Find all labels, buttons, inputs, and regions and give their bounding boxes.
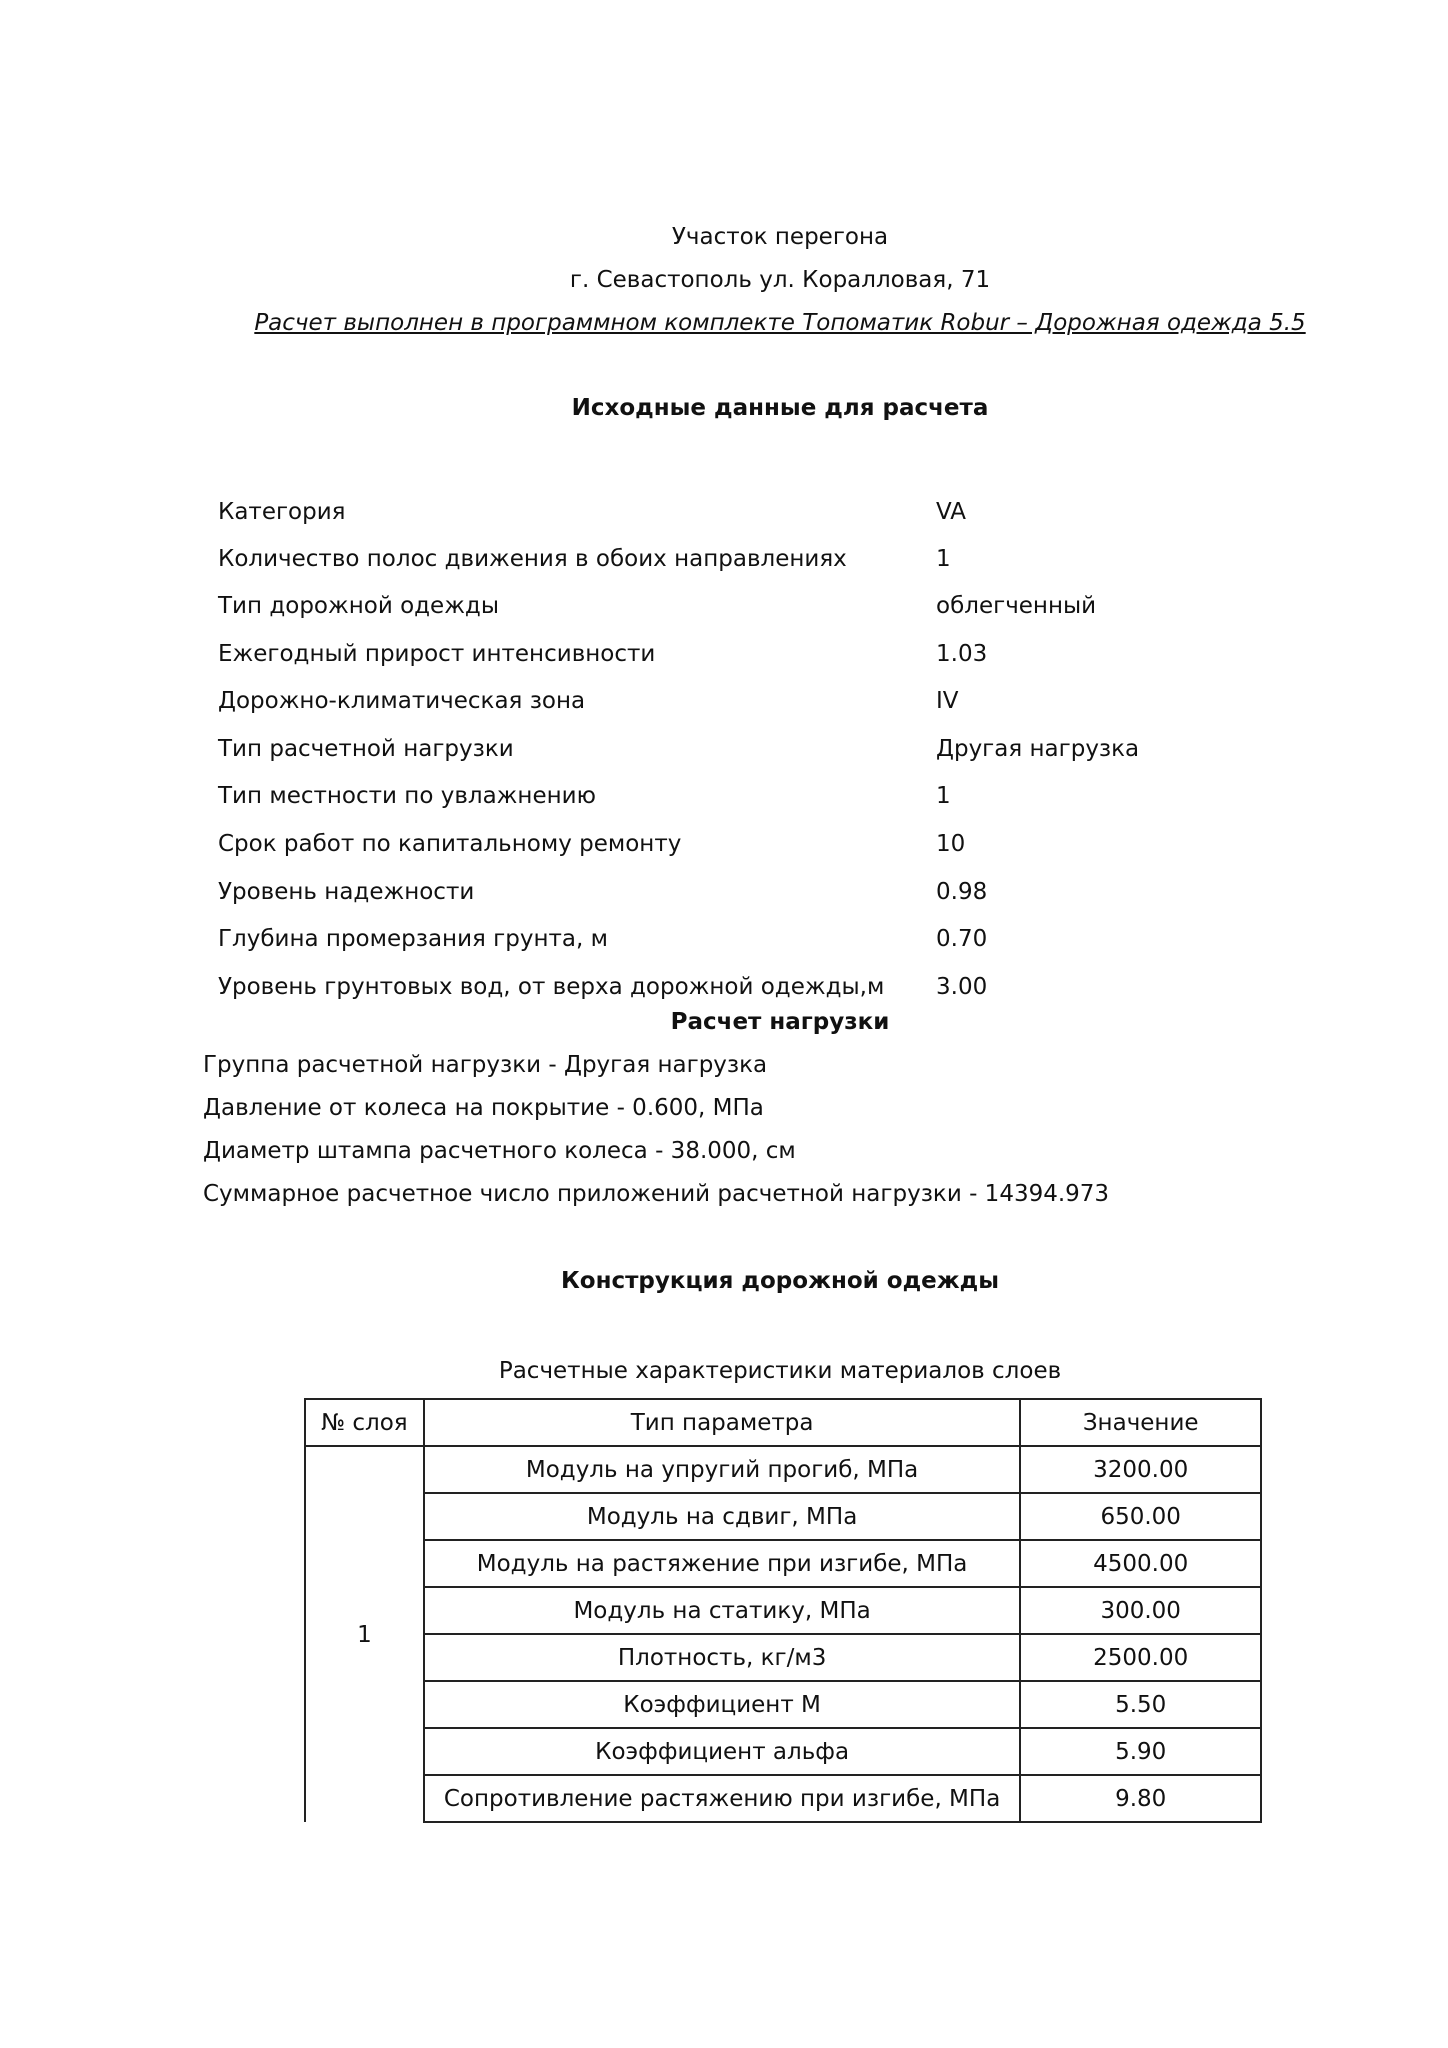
table-row (305, 1728, 1261, 1775)
table-row (305, 1775, 1261, 1822)
param-row (218, 546, 1218, 582)
table-row (305, 1634, 1261, 1681)
param-value: VA (936, 499, 966, 525)
value-cell: 3200.00 (1020, 1446, 1261, 1493)
value-cell: 9.80 (1020, 1775, 1261, 1822)
param-label: Глубина промерзания грунта, м (218, 926, 608, 952)
load-calc-line: Суммарное расчетное число приложений расчетной нагрузки - 14394.973 (203, 1181, 1110, 1207)
materials-table (304, 1398, 1262, 1823)
param-value: Другая нагрузка (936, 736, 1140, 762)
table-row (305, 1540, 1261, 1587)
column-header-value: Значение (1020, 1399, 1261, 1446)
initial-data-title: Исходные данные для расчета (571, 395, 989, 421)
value-cell: 5.90 (1020, 1728, 1261, 1775)
param-cell: Модуль на растяжение при изгибе, МПа (424, 1540, 1021, 1587)
value-cell: 650.00 (1020, 1493, 1261, 1540)
param-value: 1 (936, 546, 951, 572)
column-header-layer: № слоя (305, 1399, 424, 1446)
param-cell: Модуль на статику, МПа (424, 1587, 1021, 1634)
param-label: Срок работ по капитальному ремонту (218, 831, 682, 857)
param-value: 1 (936, 783, 951, 809)
construction-title: Конструкция дорожной одежды (560, 1268, 1000, 1294)
param-row (218, 974, 1218, 1010)
param-label: Ежегодный прирост интенсивности (218, 641, 656, 667)
param-row (218, 593, 1218, 629)
param-value: 3.00 (936, 974, 988, 1000)
param-row (218, 736, 1218, 772)
param-value: 0.70 (936, 926, 988, 952)
param-label: Дорожно-климатическая зона (218, 688, 586, 714)
param-row (218, 641, 1218, 677)
param-cell: Сопротивление растяжению при изгибе, МПа (424, 1775, 1021, 1822)
load-calc-line: Диаметр штампа расчетного колеса - 38.000, см (203, 1138, 796, 1164)
param-row (218, 879, 1218, 915)
layer-number: 1 (305, 1446, 424, 1822)
param-cell: Плотность, кг/м3 (424, 1634, 1021, 1681)
param-value: 0.98 (936, 879, 988, 905)
address-line: г. Севастополь ул. Коралловая, 71 (569, 267, 991, 293)
value-cell: 300.00 (1020, 1587, 1261, 1634)
table-header-row (305, 1399, 1261, 1446)
param-row (218, 783, 1218, 819)
load-calc-line: Группа расчетной нагрузки - Другая нагрузка (203, 1052, 768, 1078)
software-note: Расчет выполнен в программном комплекте Топоматик Robur – Дорожная одежда 5.5 (254, 310, 1306, 336)
column-header-param: Тип параметра (424, 1399, 1021, 1446)
section-heading-line1: Участок перегона (671, 224, 889, 250)
param-cell: Коэффициент альфа (424, 1728, 1021, 1775)
param-row (218, 499, 1218, 535)
param-label: Тип расчетной нагрузки (218, 736, 514, 762)
load-calc-title: Расчет нагрузки (670, 1009, 890, 1035)
param-cell: Модуль на сдвиг, МПа (424, 1493, 1021, 1540)
param-cell: Коэффициент М (424, 1681, 1021, 1728)
table-caption: Расчетные характеристики материалов слоев (498, 1358, 1062, 1384)
param-row (218, 688, 1218, 724)
param-cell: Модуль на упругий прогиб, МПа (424, 1446, 1021, 1493)
table-row (305, 1587, 1261, 1634)
param-row (218, 926, 1218, 962)
param-label: Категория (218, 499, 346, 525)
table-row (305, 1493, 1261, 1540)
value-cell: 2500.00 (1020, 1634, 1261, 1681)
param-label: Уровень грунтовых вод, от верха дорожной одежды,м (218, 974, 885, 1000)
param-value: IV (936, 688, 959, 714)
load-calc-line: Давление от колеса на покрытие - 0.600, МПа (203, 1095, 764, 1121)
param-label: Тип дорожной одежды (218, 593, 499, 619)
param-row (218, 831, 1218, 867)
param-label: Тип местности по увлажнению (218, 783, 596, 809)
value-cell: 4500.00 (1020, 1540, 1261, 1587)
param-label: Количество полос движения в обоих направлениях (218, 546, 847, 572)
table-row (305, 1681, 1261, 1728)
value-cell: 5.50 (1020, 1681, 1261, 1728)
table-row (305, 1446, 1261, 1493)
param-value: облегченный (936, 593, 1097, 619)
param-label: Уровень надежности (218, 879, 475, 905)
param-value: 10 (936, 831, 966, 857)
param-value: 1.03 (936, 641, 988, 667)
